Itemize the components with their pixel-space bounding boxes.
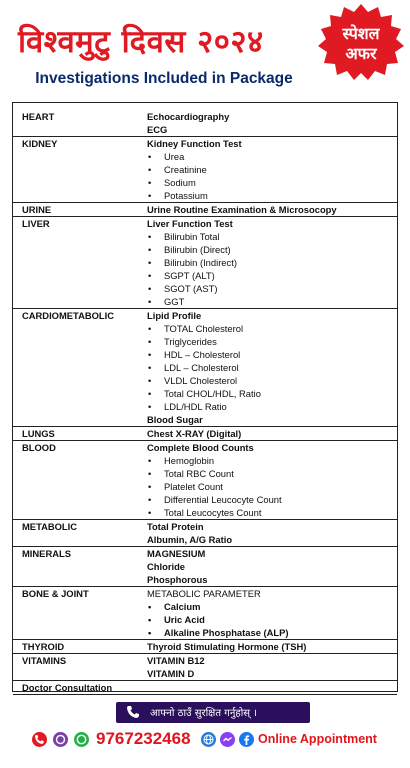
phone-icon <box>126 705 140 719</box>
table-row <box>13 427 397 441</box>
list-item: • Differential Leucocyte Count <box>148 494 282 505</box>
test-heading: Kidney Function Test <box>147 138 242 149</box>
web-icon[interactable] <box>201 732 216 747</box>
test-heading: Lipid Profile <box>147 310 202 321</box>
list-item: • Uric Acid <box>148 614 205 625</box>
list-item: • VLDL Cholesterol <box>148 375 238 386</box>
messenger-icon[interactable] <box>220 732 235 747</box>
test-heading: Chest X-RAY (Digital) <box>147 428 242 439</box>
contact-bar <box>0 728 410 752</box>
list-item: • Hemoglobin <box>148 455 215 466</box>
list-item: • Platelet Count <box>148 481 223 492</box>
table-row <box>13 587 397 640</box>
test-item: VITAMIN B12 <box>147 655 205 666</box>
category-label: URINE <box>22 204 52 215</box>
test-heading: Thyroid Stimulating Hormone (TSH) <box>147 641 307 652</box>
category-label: HEART <box>22 111 55 122</box>
phone-icon[interactable] <box>32 732 47 747</box>
category-label: THYROID <box>22 641 65 652</box>
list-item: • Bilirubin (Direct) <box>148 244 231 255</box>
test-item: ECG <box>147 124 168 135</box>
list-item: • TOTAL Cholesterol <box>148 323 244 334</box>
list-item: • Urea <box>148 151 185 162</box>
table-row <box>13 547 397 587</box>
list-item: • Creatinine <box>148 164 207 175</box>
whatsapp-icon[interactable] <box>74 732 89 747</box>
list-item: • LDL/HDL Ratio <box>148 401 227 412</box>
category-label: Doctor Consultation <box>22 682 113 693</box>
table-row <box>13 681 397 695</box>
header <box>0 0 410 96</box>
table-row <box>13 110 397 137</box>
test-item: Echocardiography <box>147 111 230 122</box>
list-item: • Total Leucocytes Count <box>148 507 262 518</box>
viber-icon[interactable] <box>53 732 68 747</box>
badge-line-2: अफर <box>345 44 377 63</box>
table-row <box>13 203 397 217</box>
special-offer-badge <box>316 3 406 81</box>
list-item: • LDL – Cholesterol <box>148 362 239 373</box>
category-label: VITAMINS <box>22 655 67 666</box>
category-label: BLOOD <box>22 442 56 453</box>
list-item: • Total CHOL/HDL, Ratio <box>148 388 261 399</box>
phone-number[interactable]: 9767232468 <box>96 729 191 748</box>
reserve-spot-button[interactable] <box>116 702 310 723</box>
test-heading: METABOLIC PARAMETER <box>147 588 261 599</box>
page-subtitle: Investigations Included in Package <box>35 70 293 87</box>
test-heading: Urine Routine Examination & Microsocopy <box>147 204 337 215</box>
category-label: KIDNEY <box>22 138 58 149</box>
badge-line-1: स्पेशल <box>342 24 380 43</box>
category-label: CARDIOMETABOLIC <box>22 310 115 321</box>
list-item: • Bilirubin (Indirect) <box>148 257 237 268</box>
list-item: • HDL – Cholesterol <box>148 349 241 360</box>
test-item: Albumin, A/G Ratio <box>147 534 233 545</box>
test-heading: Blood Sugar <box>147 414 203 425</box>
list-item: • Total RBC Count <box>148 468 234 479</box>
table-row <box>13 640 397 654</box>
table-row <box>13 441 397 520</box>
facebook-icon[interactable] <box>239 732 254 747</box>
category-label: LUNGS <box>22 428 55 439</box>
category-label: LIVER <box>22 218 50 229</box>
reserve-spot-label: आफ्नो ठाउँ सुरक्षित गर्नुहोस् । <box>150 708 258 719</box>
test-item: MAGNESIUM <box>147 548 206 559</box>
list-item: • Bilirubin Total <box>148 231 220 242</box>
list-item: • Potassium <box>148 190 208 201</box>
list-item: • Sodium <box>148 177 196 188</box>
test-item: Total Protein <box>147 521 204 532</box>
test-heading: Complete Blood Counts <box>147 442 254 453</box>
list-item: • SGPT (ALT) <box>148 270 215 281</box>
list-item: • SGOT (AST) <box>148 283 218 294</box>
online-appointment-link[interactable]: Online Appointment <box>258 732 377 746</box>
table-row <box>13 520 397 547</box>
category-label: MINERALS <box>22 548 71 559</box>
page-title: विश्वमुटु दिवस २०२४ <box>18 24 264 60</box>
category-label: METABOLIC <box>22 521 78 532</box>
investigations-table <box>12 102 398 692</box>
test-heading: Liver Function Test <box>147 218 233 229</box>
category-label: BONE & JOINT <box>22 588 89 599</box>
test-item: Chloride <box>147 561 186 572</box>
test-item: VITAMIN D <box>147 668 195 679</box>
list-item: • Alkaline Phosphatase (ALP) <box>148 627 289 638</box>
table-row <box>13 654 397 681</box>
table-row <box>13 217 397 309</box>
test-item: Phosphorous <box>147 574 208 585</box>
table-row <box>13 309 397 427</box>
list-item: • Calcium <box>148 601 201 612</box>
list-item: • GGT <box>148 296 185 307</box>
table-row <box>13 137 397 203</box>
list-item: • Triglycerides <box>148 336 217 347</box>
